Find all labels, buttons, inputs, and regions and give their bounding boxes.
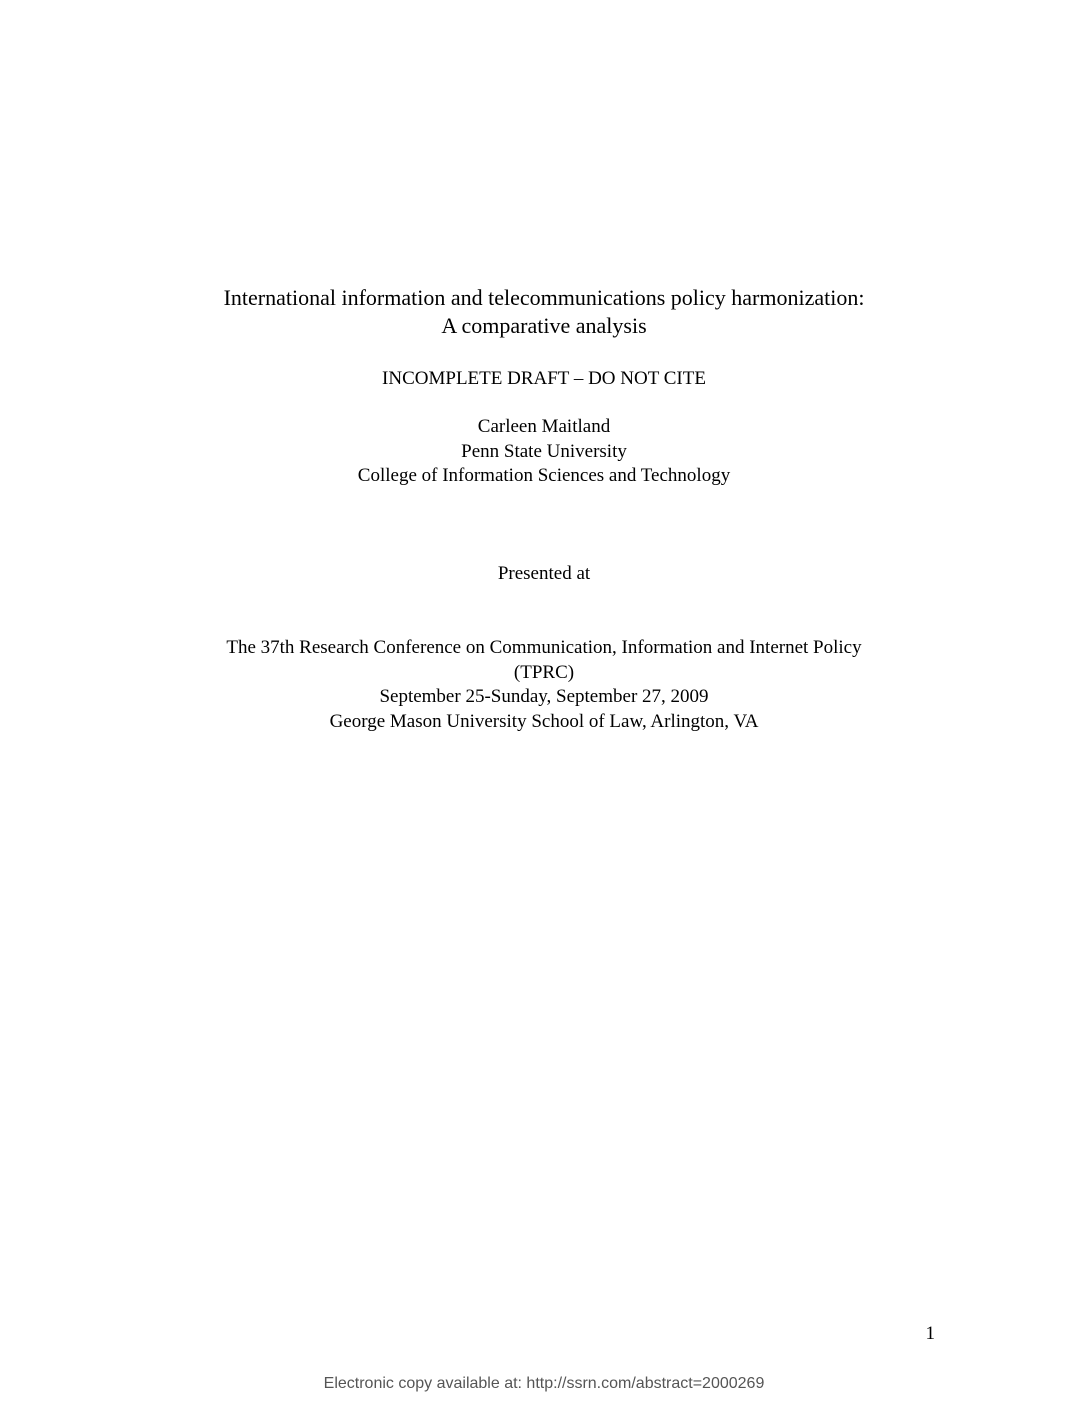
conference-block	[0, 636, 1088, 734]
conference-name-line-1: The 37th Research Conference on Communication, Information and Internet Policy	[226, 637, 862, 658]
conference-dates: September 25-Sunday, September 27, 2009	[379, 686, 709, 707]
presented-block	[0, 562, 1088, 587]
paper-title	[0, 284, 1088, 340]
ssrn-footer: Electronic copy available at: http://ssrn.com/abstract=2000269	[323, 1375, 765, 1392]
draft-notice: INCOMPLETE DRAFT – DO NOT CITE	[382, 368, 706, 389]
author-name: Carleen Maitland	[477, 416, 611, 437]
conference-location: George Mason University School of Law, Arlington, VA	[329, 710, 759, 732]
paper-title-line-1: International information and telecommunications policy harmonization:	[223, 285, 865, 310]
draft-notice-block	[0, 367, 1088, 392]
paper-title-line-2: A comparative analysis	[441, 313, 647, 338]
author-block	[0, 415, 1088, 489]
author-university: Penn State University	[461, 440, 627, 462]
presented-label: Presented at	[497, 563, 591, 584]
author-college: College of Information Sciences and Technology	[357, 465, 731, 486]
conference-name-line-2: (TPRC)	[513, 661, 575, 683]
page-number: 1	[925, 1323, 935, 1344]
